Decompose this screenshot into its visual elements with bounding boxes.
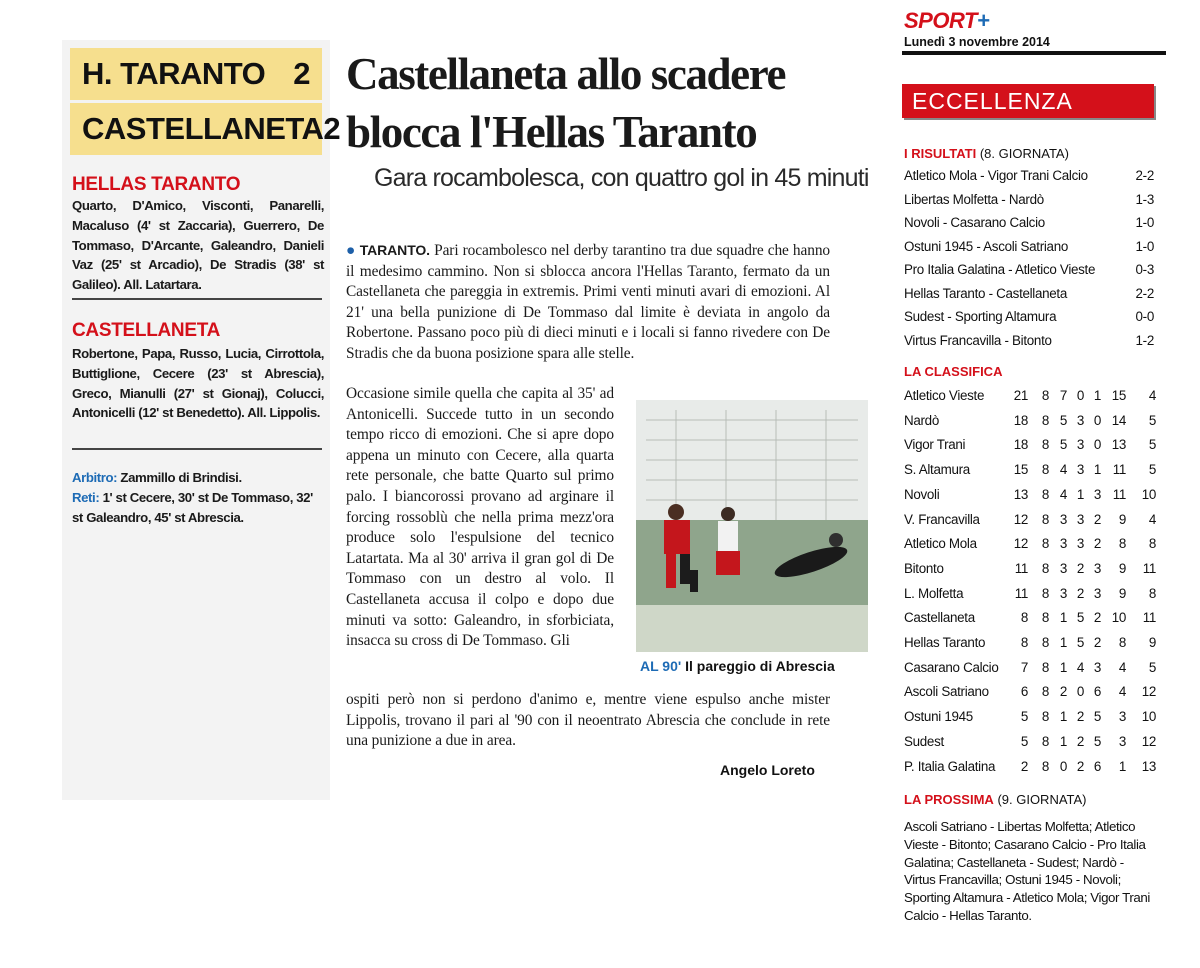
result-row <box>904 309 1154 329</box>
standings-cell: 5 <box>1076 610 1084 626</box>
results-header <box>904 146 1069 161</box>
article-body-mid: Occasione simile quella che capita al 35' ad Antonicelli. Succede tutto in un secondo tempo ricco di emozioni. Che si apre dopo appena un minuto con Cecere, alla quarta rete personale, che batte Quarto sul primo palo. I biancorossi provano ad arginare il forcing rossoblù che nella prima mezz'ora produce solo l'espulsione del tecnico Latartata. Ma al 30' arriva il gran gol di De Tommaso con un destro al volo. Il Castellaneta accusa il colpo e dopo due minuti va sotto: Galeandro, in sforbiciata, insacca su cross di De Tommaso. Gli <box>346 385 614 650</box>
standings-cell: 8 <box>1041 684 1049 700</box>
standings-team: Nardò <box>904 412 939 428</box>
standings-cell: 2 <box>1076 560 1084 576</box>
next-round-label: (9. GIORNATA) <box>997 792 1087 807</box>
standings-row <box>904 512 1156 532</box>
standings-row <box>904 536 1156 556</box>
result-row <box>904 168 1154 188</box>
result-row <box>904 333 1154 353</box>
standings-title: LA CLASSIFICA <box>904 364 1003 379</box>
photo-caption <box>640 658 835 674</box>
standings-cell: 8 <box>1041 511 1049 527</box>
standings-cell: 10 <box>1141 486 1156 502</box>
standings-cell: 4 <box>1059 462 1067 478</box>
result-match: Atletico Mola - Vigor Trani Calcio <box>904 168 1088 183</box>
standings-cell: 9 <box>1118 585 1126 601</box>
standings-cell: 8 <box>1041 635 1049 650</box>
home-team-name: H. TARANTO <box>82 56 266 91</box>
standings-cell: 8 <box>1148 536 1156 552</box>
result-row <box>904 262 1154 282</box>
standings-cell: 5 <box>1148 462 1156 478</box>
standings-cell: 12 <box>1013 536 1028 552</box>
standings-cell: 15 <box>1111 388 1126 403</box>
standings-cell: 2 <box>1076 758 1084 774</box>
results-title: I RISULTATI <box>904 146 977 161</box>
standings-cell: 5 <box>1020 733 1028 749</box>
standings-cell: 5 <box>1148 659 1156 675</box>
standings-cell: 5 <box>1148 412 1156 428</box>
result-row <box>904 239 1154 259</box>
author-byline: Angelo Loreto <box>720 762 815 778</box>
standings-cell: 11 <box>1014 560 1028 576</box>
standings-cell: 6 <box>1020 684 1028 700</box>
standings-cell: 10 <box>1111 610 1126 626</box>
standings-header <box>904 364 1002 379</box>
home-lineup-text: Quarto, D'Amico, Visconti, Panarelli, Macaluso (4' st Zaccaria), Guerrero, De Tommaso, D'Arcante, Galeandro, Danieli Vaz (25' st Arcadio), De Stradis (38' st Galileo). All. Latartara. <box>72 198 324 293</box>
standings-cell: 3 <box>1059 536 1067 552</box>
result-score: 1-3 <box>1135 191 1154 207</box>
standings-cell: 2 <box>1093 511 1101 527</box>
standings-team: Ascoli Satriano <box>904 684 989 700</box>
result-match: Novoli - Casarano Calcio <box>904 215 1045 230</box>
standings-cell: 3 <box>1118 709 1126 725</box>
standings-cell: 3 <box>1059 511 1067 527</box>
standings-cell: 12 <box>1141 684 1156 700</box>
standings-row <box>904 734 1156 754</box>
standings-cell: 8 <box>1041 659 1049 675</box>
standings-team: S. Altamura <box>904 462 970 478</box>
home-lineup-title: HELLAS TARANTO <box>72 174 241 195</box>
result-match: Ostuni 1945 - Ascoli Satriano <box>904 238 1068 254</box>
standings-cell: 2 <box>1076 709 1084 725</box>
result-score: 0-0 <box>1135 309 1154 324</box>
next-round-header <box>904 792 1087 807</box>
standings-cell: 1 <box>1118 758 1126 774</box>
result-match: Virtus Francavilla - Bitonto <box>904 332 1052 348</box>
standings-cell: 8 <box>1041 536 1049 552</box>
standings-row <box>904 437 1156 457</box>
standings-cell: 1 <box>1059 610 1067 626</box>
away-team-score: 2 <box>323 111 341 146</box>
standings-cell: 13 <box>1013 486 1028 502</box>
standings-cell: 2 <box>1076 585 1084 601</box>
standings-cell: 10 <box>1141 709 1156 725</box>
standings-cell: 13 <box>1111 437 1126 453</box>
standings-cell: 18 <box>1013 412 1028 428</box>
standings-cell: 8 <box>1020 610 1028 626</box>
standings-cell: 3 <box>1076 511 1084 527</box>
referee-label: Arbitro: <box>72 470 118 485</box>
standings-cell: 0 <box>1076 684 1084 700</box>
standings-cell: 1 <box>1093 462 1101 478</box>
standings-cell: 3 <box>1076 536 1084 552</box>
standings-cell: 13 <box>1141 758 1156 774</box>
scoreboard-away <box>70 103 341 155</box>
standings-cell: 5 <box>1059 412 1067 428</box>
standings-cell: 6 <box>1093 684 1101 700</box>
standings-cell: 5 <box>1059 437 1067 453</box>
standings-cell: 3 <box>1059 585 1067 601</box>
result-match: Pro Italia Galatina - Atletico Vieste <box>904 262 1096 277</box>
caption-lead: AL 90' <box>640 658 682 674</box>
result-row <box>904 215 1154 235</box>
headline-line-1: Castellaneta allo scadere <box>346 49 786 99</box>
standings-cell: 1 <box>1059 709 1067 725</box>
standings-cell: 3 <box>1093 486 1101 502</box>
standings-row <box>904 413 1156 433</box>
standings-cell: 12 <box>1141 733 1156 749</box>
standings-cell: 5 <box>1093 733 1101 749</box>
result-score: 1-0 <box>1135 238 1154 254</box>
away-team-name: CASTELLANETA <box>82 111 324 146</box>
header-rule <box>902 51 1166 55</box>
standings-team: P. Italia Galatina <box>904 758 996 774</box>
result-score: 2-2 <box>1135 285 1154 301</box>
standings-cell: 8 <box>1041 733 1049 749</box>
headline-line-2: blocca l'Hellas Taranto <box>346 107 757 157</box>
standings-team: Atletico Vieste <box>904 388 985 403</box>
standings-row <box>904 635 1156 655</box>
standings-cell: 8 <box>1118 536 1126 552</box>
results-round: (8. GIORNATA) <box>979 146 1069 161</box>
standings-cell: 1 <box>1076 486 1084 502</box>
standings-cell: 0 <box>1093 412 1101 428</box>
standings-cell: 3 <box>1118 733 1126 749</box>
standings-cell: 12 <box>1013 511 1028 527</box>
standings-row <box>904 388 1156 408</box>
standings-cell: 5 <box>1020 709 1028 725</box>
standings-cell: 2 <box>1076 733 1084 749</box>
standings-cell: 8 <box>1041 610 1049 626</box>
standings-cell: 2 <box>1059 684 1067 700</box>
home-team-score: 2 <box>293 56 310 91</box>
standings-row <box>904 660 1156 680</box>
standings-team: Casarano Calcio <box>904 659 999 675</box>
standings-cell: 1 <box>1093 388 1101 403</box>
standings-cell: 8 <box>1041 437 1049 453</box>
goals-label: Reti: <box>72 490 100 505</box>
standings-cell: 4 <box>1059 486 1067 502</box>
logo-plus: + <box>976 8 990 33</box>
dateline: TARANTO. <box>359 242 430 258</box>
standings-cell: 15 <box>1013 462 1028 478</box>
standings-cell: 5 <box>1148 437 1156 453</box>
standings-cell: 11 <box>1112 462 1126 478</box>
standings-cell: 8 <box>1041 486 1049 502</box>
standings-cell: 2 <box>1020 758 1028 774</box>
standings-cell: 3 <box>1093 659 1101 675</box>
result-match: Libertas Molfetta - Nardò <box>904 191 1044 207</box>
standings-cell: 9 <box>1118 511 1126 527</box>
bullet-icon: ● <box>346 242 356 259</box>
match-officials <box>72 468 324 528</box>
standings-cell: 8 <box>1041 758 1049 774</box>
issue-date: Lunedì 3 novembre 2014 <box>904 35 1050 49</box>
sport-plus-logo <box>904 8 989 34</box>
standings-cell: 3 <box>1076 437 1084 453</box>
standings-cell: 1 <box>1059 635 1067 650</box>
standings-cell: 0 <box>1076 388 1084 403</box>
result-score: 1-0 <box>1135 215 1154 230</box>
standings-row <box>904 586 1156 606</box>
standings-cell: 0 <box>1059 758 1067 774</box>
standings-cell: 8 <box>1118 635 1126 650</box>
referee-value: Zammillo di Brindisi. <box>120 470 242 485</box>
standings-team: Vigor Trani <box>904 437 966 453</box>
match-photo <box>636 400 868 652</box>
standings-team: Ostuni 1945 <box>904 709 973 725</box>
standings-cell: 0 <box>1093 437 1101 453</box>
standings-cell: 8 <box>1041 709 1049 725</box>
standings-team: Bitonto <box>904 560 944 576</box>
standings-cell: 3 <box>1093 560 1101 576</box>
standings-row <box>904 610 1156 630</box>
standings-cell: 4 <box>1148 388 1156 403</box>
standings-cell: 8 <box>1020 635 1028 650</box>
standings-cell: 21 <box>1013 388 1028 403</box>
standings-row <box>904 462 1156 482</box>
standings-cell: 6 <box>1093 758 1101 774</box>
standings-cell: 4 <box>1148 511 1156 527</box>
standings-cell: 2 <box>1093 635 1101 650</box>
goals-value: 1' st Cecere, 30' st De Tommaso, 32' st Galeandro, 45' st Abrescia. <box>72 490 313 525</box>
result-match: Hellas Taranto - Castellaneta <box>904 285 1067 301</box>
subheadline: Gara rocambolesca, con quattro gol in 45 minuti <box>374 164 869 192</box>
standings-row <box>904 759 1156 779</box>
standings-cell: 14 <box>1111 412 1126 428</box>
standings-cell: 3 <box>1059 560 1067 576</box>
standings-cell: 11 <box>1142 560 1156 576</box>
standings-cell: 7 <box>1020 659 1028 675</box>
next-round-title: LA PROSSIMA <box>904 792 994 807</box>
standings-cell: 8 <box>1041 462 1049 478</box>
standings-cell: 8 <box>1041 585 1049 601</box>
standings-cell: 8 <box>1041 412 1049 428</box>
league-banner: ECCELLENZA <box>902 84 1154 118</box>
result-score: 2-2 <box>1135 168 1154 183</box>
divider <box>72 448 322 450</box>
caption-text: Il pareggio di Abrescia <box>685 658 835 674</box>
standings-row <box>904 709 1156 729</box>
standings-cell: 18 <box>1013 437 1028 453</box>
standings-team: Novoli <box>904 486 940 502</box>
result-score: 0-3 <box>1135 262 1154 277</box>
scoreboard-home <box>70 48 322 100</box>
away-lineup-text: Robertone, Papa, Russo, Lucia, Cirrottola, Buttiglione, Cecere (23' st Abrescia), Greco, Mianulli (27' st Gionaj), Colucci, Antonicelli (12' st Benedetto). All. Lippolis. <box>72 346 324 421</box>
standings-cell: 5 <box>1093 709 1101 725</box>
standings-cell: 9 <box>1118 560 1126 576</box>
standings-cell: 3 <box>1093 585 1101 601</box>
standings-team: Castellaneta <box>904 610 975 626</box>
standings-cell: 3 <box>1076 412 1084 428</box>
result-row <box>904 286 1154 306</box>
standings-cell: 11 <box>1142 610 1156 626</box>
standings-team: Sudest <box>904 733 944 749</box>
standings-team: Atletico Mola <box>904 536 977 552</box>
standings-cell: 4 <box>1118 659 1126 675</box>
standings-cell: 9 <box>1148 635 1156 650</box>
standings-row <box>904 487 1156 507</box>
article-paragraph-1: Pari rocambolesco nel derby tarantino tra due squadre che hanno il medesimo cammino. Non si sblocca ancora l'Hellas Taranto, fermato da un Castellaneta che pareggia in extremis. Primi venti minuti avari di emozioni. Al 21' una bella punizione di De Tommaso dal limite è deviata in angolo da Robertone. Passano poco più di dieci minuti e i locali si fanno rivedere con De Stradis che da buona posizione spara alle stelle. <box>346 242 831 362</box>
standings-cell: 3 <box>1076 462 1084 478</box>
standings-cell: 8 <box>1041 388 1049 403</box>
standings-cell: 4 <box>1076 659 1084 675</box>
standings-cell: 1 <box>1059 659 1067 675</box>
standings-cell: 11 <box>1014 585 1028 601</box>
result-score: 1-2 <box>1135 332 1154 348</box>
result-match: Sudest - Sporting Altamura <box>904 309 1057 324</box>
standings-cell: 11 <box>1112 486 1126 502</box>
standings-cell: 2 <box>1093 536 1101 552</box>
standings-team: Hellas Taranto <box>904 635 986 650</box>
logo-text: SPORT <box>904 8 977 33</box>
standings-team: V. Francavilla <box>904 511 980 527</box>
standings-cell: 4 <box>1118 684 1126 700</box>
standings-cell: 8 <box>1148 585 1156 601</box>
next-round-fixtures: Ascoli Satriano - Libertas Molfetta; Atletico Vieste - Bitonto; Casarano Calcio - Pro Italia Galatina; Castellaneta - Sudest; Nardò - Virtus Francavilla; Ostuni 1945 - Novoli; Sporting Altamura - Atletico Mola; Vigor Trani Calcio - Hellas Taranto. <box>904 819 1150 923</box>
article-body-bottom: ospiti però non si perdono d'animo e, mentre viene espulso anche mister Lippolis, trovano il pari al '90 con il neoentrato Abrescia che conclude in rete una punizione a due in area. <box>346 691 830 750</box>
standings-cell: 8 <box>1041 560 1049 576</box>
standings-row <box>904 561 1156 581</box>
standings-cell: 7 <box>1059 388 1067 403</box>
away-lineup-title: CASTELLANETA <box>72 320 221 341</box>
article-body-top <box>346 240 830 365</box>
standings-cell: 1 <box>1059 733 1067 749</box>
standings-cell: 2 <box>1093 610 1101 626</box>
result-row <box>904 192 1154 212</box>
standings-team: L. Molfetta <box>904 585 964 601</box>
divider <box>72 298 322 300</box>
standings-cell: 5 <box>1076 635 1084 650</box>
standings-row <box>904 684 1156 704</box>
